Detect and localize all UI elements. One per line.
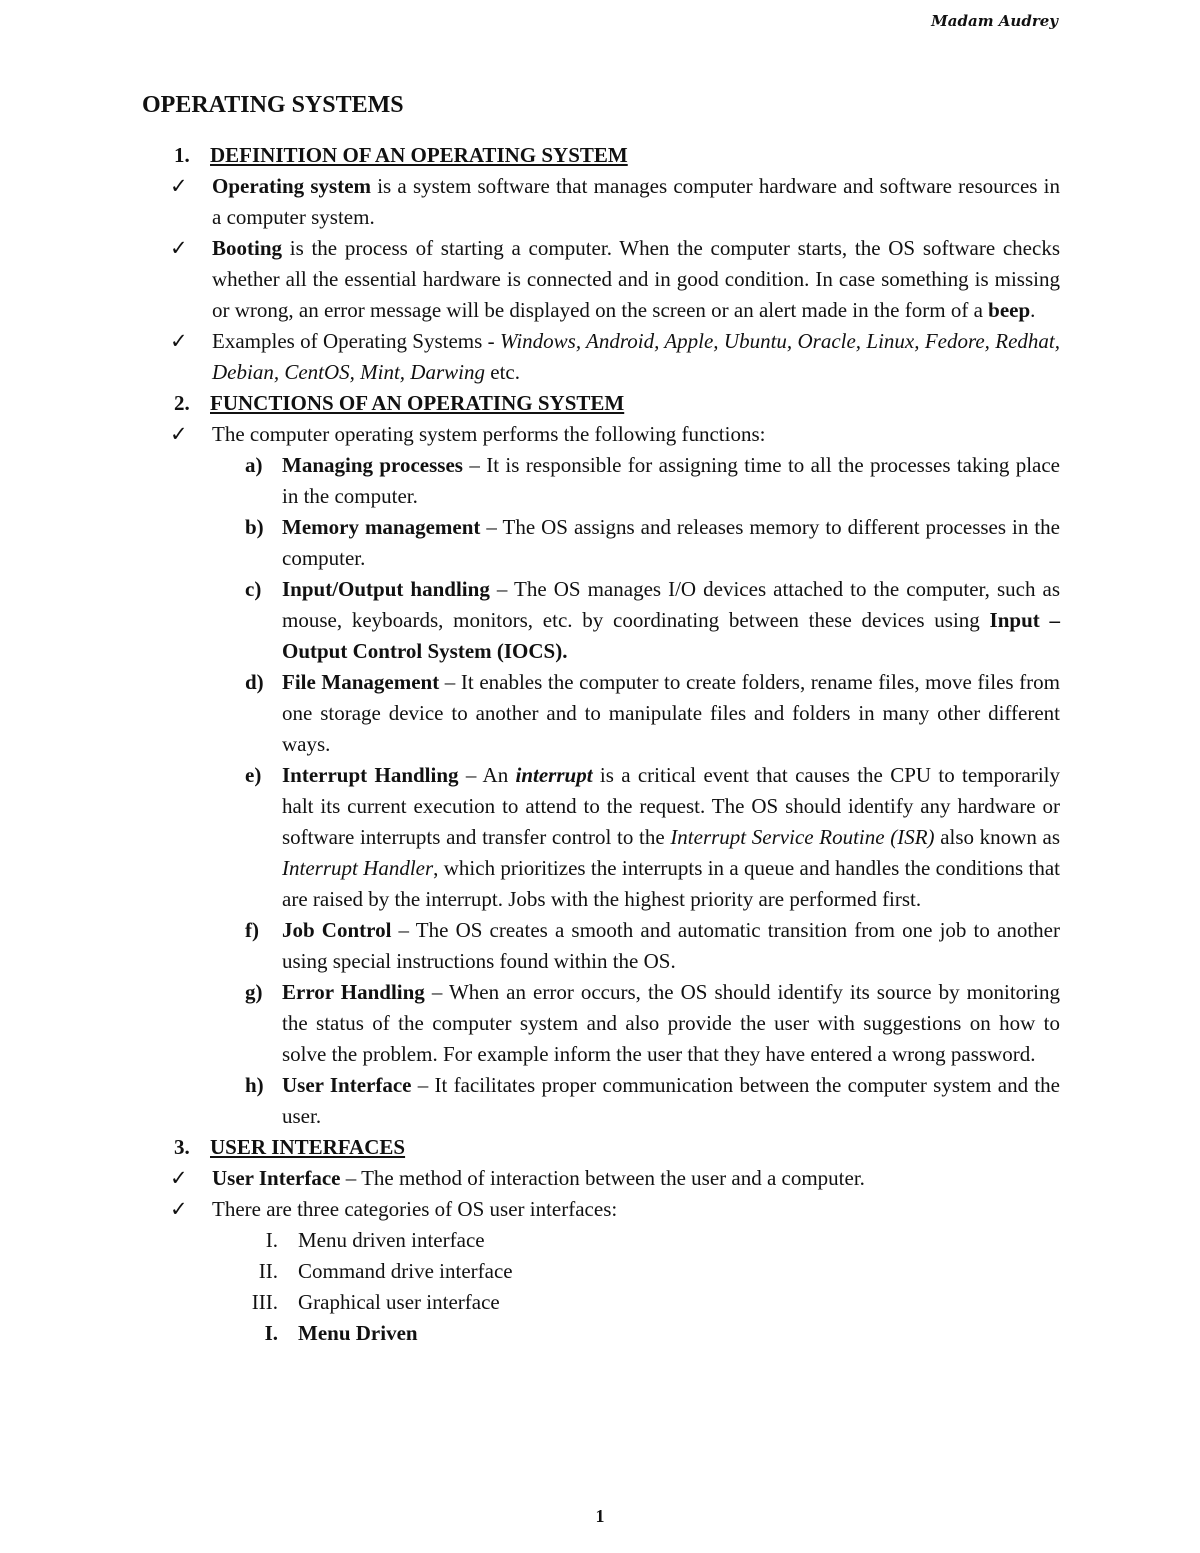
item-text: – An: [458, 763, 516, 787]
function-item: [142, 760, 1060, 915]
document-body: [142, 140, 1060, 1349]
term: Input/Output handling: [282, 577, 490, 601]
bullet-ui-categories: [142, 1194, 1060, 1225]
item-text: – It facilitates proper communication between the computer system and the user.: [282, 1073, 1060, 1128]
item-text: – The OS manages I/O devices attached to the computer, such as mouse, keyboards, monitors, etc. by coordinating between these devices using: [282, 577, 1060, 632]
term-italic: Interrupt Handler: [282, 856, 434, 880]
bullet-functions-intro: [142, 419, 1060, 450]
item-text: – The OS creates a smooth and automatic transition from one job to another using special instructions found within the OS.: [282, 918, 1060, 973]
term: Error Handling: [282, 980, 425, 1004]
function-item: [142, 667, 1060, 760]
term: File Management: [282, 670, 440, 694]
author-name: Madam Audrey: [931, 12, 1058, 30]
section-title: FUNCTIONS OF AN OPERATING SYSTEM: [210, 391, 625, 415]
list-item: [142, 1256, 1060, 1287]
item-text: , which prioritizes the interrupts in a queue and handles the conditions that are raised by the interrupt. Jobs with the highest priority are performed first.: [282, 856, 1060, 911]
bullet-text: is the process of starting a computer. When the computer starts, the OS software checks whether all the essential hardware is connected and in good condition. In case something is missing or wrong, an error message will be displayed on the screen or an alert made in the form of a: [212, 236, 1060, 322]
function-item: [142, 574, 1060, 667]
bullet-text: There are three categories of OS user interfaces:: [212, 1197, 618, 1221]
bullet-text: – The method of interaction between the user and a computer.: [340, 1166, 865, 1190]
term: Input – Output Control System (IOCS).: [282, 608, 1061, 663]
term-italic: interrupt: [515, 763, 593, 787]
bullet-text: .: [1030, 298, 1036, 322]
bullet-operating-system: [142, 171, 1060, 233]
item-text: – The OS assigns and releases memory to different processes in the computer.: [282, 515, 1060, 570]
list-item: [142, 1287, 1060, 1318]
list-number: I.: [265, 1228, 278, 1252]
check-icon: ✓: [170, 1197, 188, 1221]
subheading-text: Menu Driven: [298, 1321, 418, 1345]
item-letter: b): [245, 515, 264, 539]
subheading-menu-driven: [142, 1318, 1060, 1349]
bullet-text: The computer operating system performs the following functions:: [212, 422, 766, 446]
list-number: III.: [251, 1290, 278, 1314]
function-item: [142, 450, 1060, 512]
item-text: – It is responsible for assigning time to all the processes taking place in the computer.: [282, 453, 1060, 508]
term: Interrupt Handling: [282, 763, 459, 787]
item-letter: d): [245, 670, 264, 694]
term: Job Control: [282, 918, 392, 942]
list-number: I.: [264, 1321, 278, 1345]
item-text: also known as: [934, 825, 1060, 849]
section-number: 3.: [174, 1135, 190, 1159]
term: beep: [988, 298, 1031, 322]
page-title: OPERATING SYSTEMS: [142, 92, 404, 118]
list-number: II.: [258, 1259, 278, 1283]
section-heading-user-interfaces: [142, 1132, 1060, 1163]
section-title: DEFINITION OF AN OPERATING SYSTEM: [210, 143, 628, 167]
item-letter: f): [245, 918, 259, 942]
bullet-user-interface: [142, 1163, 1060, 1194]
check-icon: ✓: [170, 1166, 188, 1190]
check-icon: ✓: [170, 329, 188, 353]
section-heading-functions: [142, 388, 1060, 419]
item-letter: h): [245, 1073, 264, 1097]
item-text: – It enables the computer to create folders, rename files, move files from one storage device to another and to manipulate files and folders in many other different ways.: [282, 670, 1061, 756]
list-text: Menu driven interface: [298, 1228, 485, 1252]
term: Memory management: [282, 515, 481, 539]
section-number: 2.: [174, 391, 190, 415]
item-text: – When an error occurs, the OS should identify its source by monitoring the status of the computer system and also provide the user with suggestions on how to solve the problem. For example inform the user that they have entered a wrong password.: [282, 980, 1060, 1066]
term: User Interface: [212, 1166, 341, 1190]
check-icon: ✓: [170, 422, 188, 446]
section-number: 1.: [174, 143, 190, 167]
bullet-booting: [142, 233, 1060, 326]
function-item: [142, 512, 1060, 574]
section-title: USER INTERFACES: [210, 1135, 406, 1159]
os-examples: Windows, Android, Apple, Ubuntu, Oracle, Linux, Fedore, Redhat, Debian, CentOS, Mint, Darwing: [212, 329, 1061, 384]
term: User Interface: [282, 1073, 412, 1097]
function-item: [142, 915, 1060, 977]
term: Operating system: [212, 174, 372, 198]
list-item: [142, 1225, 1060, 1256]
item-letter: c): [245, 577, 262, 601]
bullet-examples: [142, 326, 1060, 388]
function-item: [142, 1070, 1060, 1132]
term-italic: Interrupt Service Routine (ISR): [670, 825, 935, 849]
bullet-text: etc.: [485, 360, 520, 384]
item-letter: a): [245, 453, 263, 477]
term: Booting: [212, 236, 283, 260]
check-icon: ✓: [170, 236, 188, 260]
list-text: Graphical user interface: [298, 1290, 500, 1314]
bullet-text: is a system software that manages computer hardware and software resources in a computer system.: [212, 174, 1060, 229]
item-letter: e): [245, 763, 262, 787]
check-icon: ✓: [170, 174, 188, 198]
section-heading-definition: [142, 140, 1060, 171]
term: Managing processes: [282, 453, 463, 477]
function-item: [142, 977, 1060, 1070]
item-letter: g): [245, 980, 263, 1004]
page-number: 1: [595, 1506, 605, 1526]
list-text: Command drive interface: [298, 1259, 513, 1283]
item-text: is a critical event that causes the CPU to temporarily halt its current execution to attend to the request. The OS should identify any hardware or software interrupts and transfer control to the: [282, 763, 1060, 849]
bullet-text: Examples of Operating Systems -: [212, 329, 500, 353]
